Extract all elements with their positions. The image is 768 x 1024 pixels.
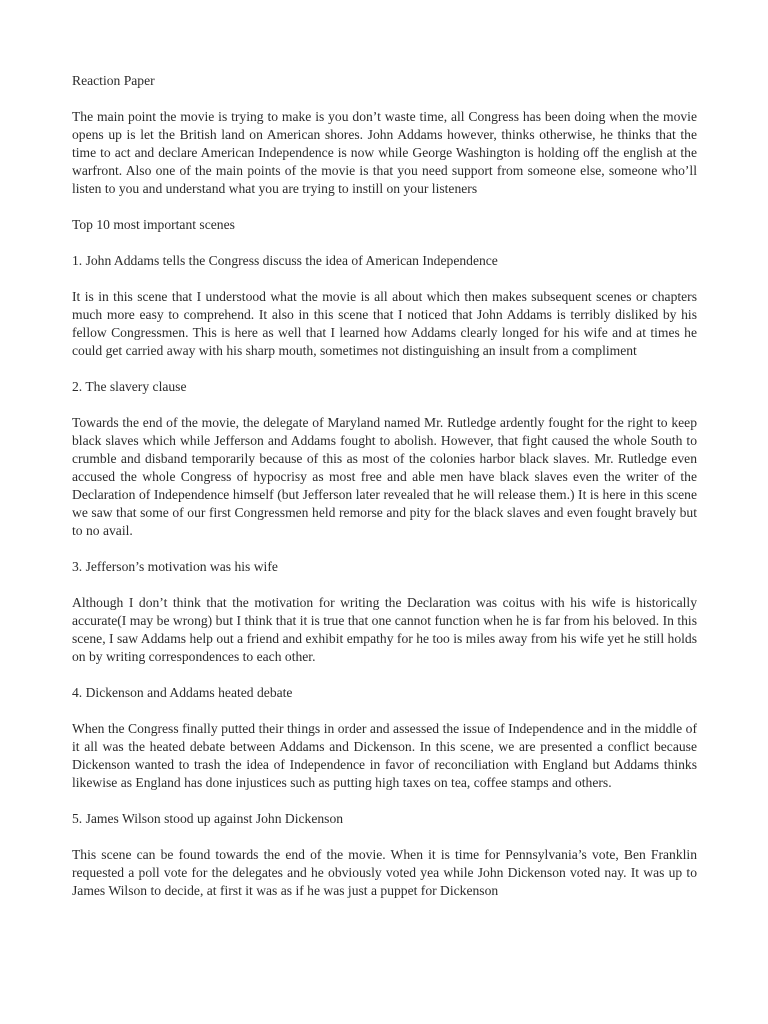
section-heading-2: 2. The slavery clause xyxy=(72,379,187,394)
list-heading: Top 10 most important scenes xyxy=(72,217,235,232)
section-heading-5: 5. James Wilson stood up against John Dickenson xyxy=(72,811,344,826)
section-body-5: This scene can be found towards the end of the movie. When it is time for Pennsylvania’s vote, Ben Franklin requested a poll vote for the delegates and he obviously voted yea while John Dickenson voted nay. It was up to James Wilson to decide, at first it was as if he was just a puppet for Dickenson xyxy=(72,847,697,898)
document-title: Reaction Paper xyxy=(72,73,155,88)
section-body-3: Although I don’t think that the motivation for writing the Declaration was coitus with his wife is historically accurate(I may be wrong) but I think that it is true that one cannot function when he is far from his beloved. In this scene, I saw Addams help out a friend and exhibit empathy for he too is miles away from his wife yet he still holds on by writing correspondences to each other. xyxy=(72,595,697,664)
section-body-4: When the Congress finally putted their things in order and assessed the issue of Independence and in the middle of it all was the heated debate between Addams and Dickenson. In this scene, we are presented a conflict because Dickenson wanted to trash the idea of Independence in favor of reconciliation with England but Addams thinks likewise as England has done injustices such as putting high taxes on tea, coffee stamps and others. xyxy=(72,721,697,790)
intro-paragraph: The main point the movie is trying to make is you don’t waste time, all Congress has been doing when the movie opens up is let the British land on American shores. John Addams however, thinks otherwise, he thinks that the time to act and declare American Independence is now while George Washington is holding off the english at the warfront. Also one of the main points of the movie is that you need support from someone else, someone who’ll listen to you and understand what you are trying to instill on your listeners xyxy=(72,109,697,196)
section-body-1: It is in this scene that I understood what the movie is all about which then makes subsequent scenes or chapters much more easy to comprehend. It also in this scene that I noticed that John Addams is terribly disliked by his fellow Congressmen. This is here as well that I learned how Addams clearly longed for his wife and at times he could get carried away with his sharp mouth, sometimes not distinguishing an insult from a compliment xyxy=(72,289,697,358)
section-heading-4: 4. Dickenson and Addams heated debate xyxy=(72,685,293,700)
section-heading-1: 1. John Addams tells the Congress discuss the idea of American Independence xyxy=(72,253,498,268)
section-heading-3: 3. Jefferson’s motivation was his wife xyxy=(72,559,278,574)
document-page xyxy=(72,72,697,900)
section-body-2: Towards the end of the movie, the delegate of Maryland named Mr. Rutledge ardently fought for the right to keep black slaves which while Jefferson and Addams fought to abolish. However, that fight caused the whole South to crumble and disband temporarily because of this as most of the colonies harbor black slaves. Mr. Rutledge even accused the whole Congress of hypocrisy as most free and able men have black slaves even the writer of the Declaration of Independence himself (but Jefferson later revealed that he will release them.) It is here in this scene we saw that some of our first Congressmen held remorse and pity for the black slaves and even fought bravely but to no avail. xyxy=(72,415,697,538)
